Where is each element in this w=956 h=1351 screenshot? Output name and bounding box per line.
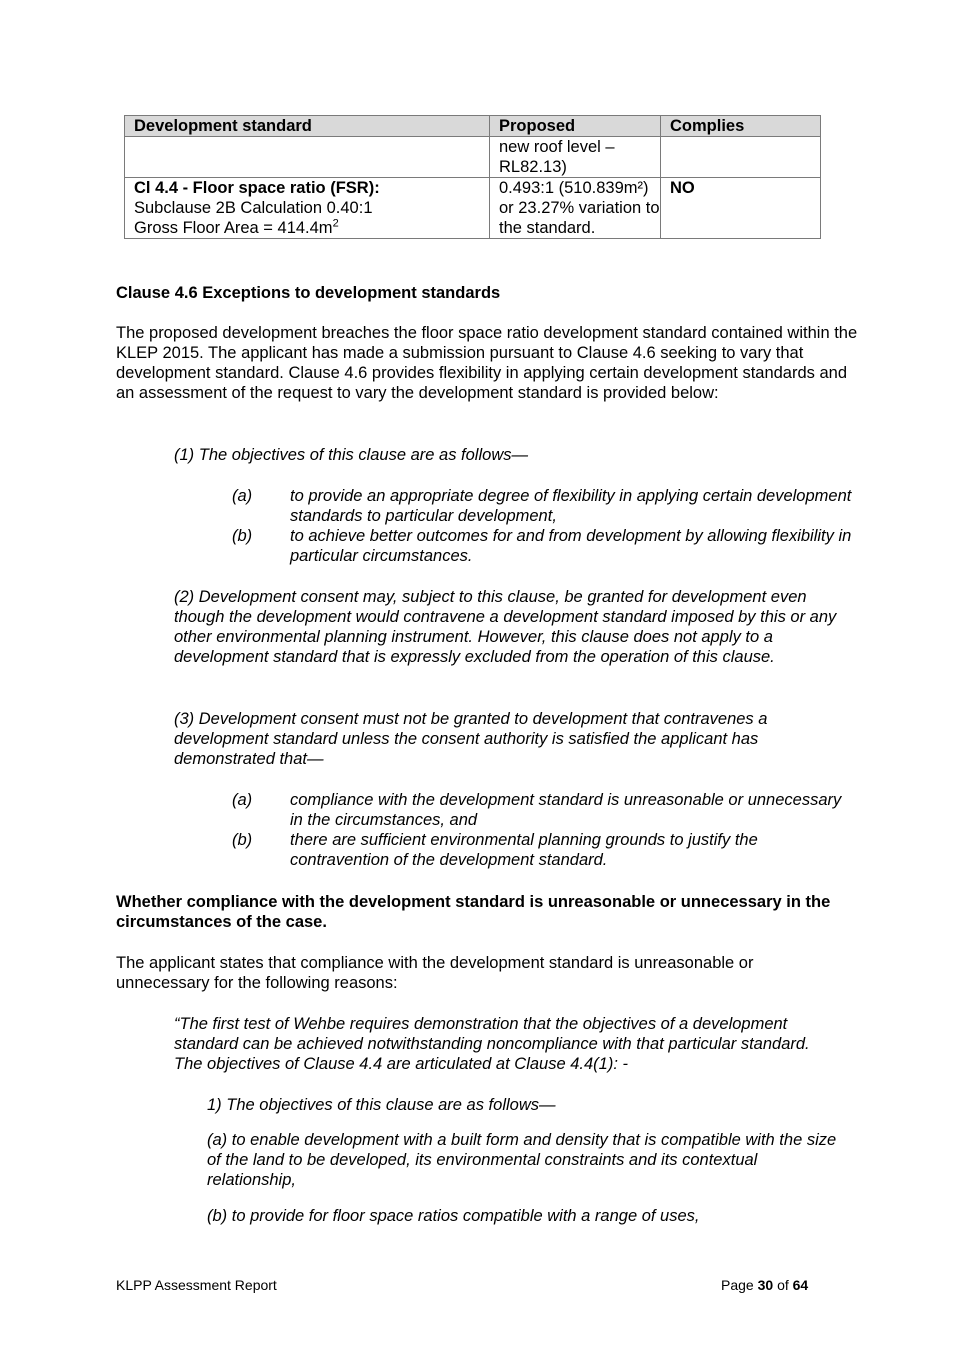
list-item-text: there are sufficient environmental planning grounds to justify the contravention of the development standard. xyxy=(290,831,758,869)
list-item xyxy=(232,790,852,830)
col-header-complies: Complies xyxy=(661,116,821,137)
page-total: 64 xyxy=(792,1277,809,1293)
table-cell: 0.493:1 (510.839m²) or 23.27% variation to the standard. xyxy=(490,178,661,239)
list-item-label: (b) xyxy=(232,831,253,849)
fsr-calculation: Subclause 2B Calculation 0.40:1 xyxy=(134,199,373,217)
clause-3-list xyxy=(232,790,852,870)
page-label: Page xyxy=(721,1277,754,1293)
clause-1-list xyxy=(232,486,852,566)
page-of-label: of xyxy=(777,1277,789,1293)
fsr-gfa-superscript: 2 xyxy=(332,217,339,230)
list-item-label: (a) xyxy=(232,791,253,809)
clause-1-heading: (1) The objectives of this clause are as follows— xyxy=(174,446,528,464)
intro-paragraph: The proposed development breaches the floor space ratio development standard contained within the KLEP 2015. The applicant has made a submission pursuant to Clause 4.6 seeking to vary that development standard. Clause 4.6 provides flexibility in applying certain development standards and an assessment of the request to vary the development standard is provided below: xyxy=(116,324,858,402)
list-item-text: to achieve better outcomes for and from development by allowing flexibility in particular circumstances. xyxy=(290,527,852,565)
table-row xyxy=(125,178,821,239)
table-cell: new roof level – RL82.13) xyxy=(490,137,661,178)
list-item-text: to provide an appropriate degree of flexibility in applying certain development standards to particular development, xyxy=(290,487,852,525)
table-row xyxy=(125,137,821,178)
table-cell xyxy=(125,137,490,178)
table-cell xyxy=(661,137,821,178)
fsr-gfa xyxy=(134,218,489,238)
applicant-paragraph: The applicant states that compliance with the development standard is unreasonable or unnecessary for the following reasons: xyxy=(116,954,754,992)
list-item xyxy=(232,486,852,526)
footer-page-number xyxy=(721,1276,808,1294)
quote-objectives-heading: 1) The objectives of this clause are as follows— xyxy=(207,1096,556,1114)
footer-report-title: KLPP Assessment Report xyxy=(116,1277,277,1293)
list-item xyxy=(232,526,852,566)
clause-2: (2) Development consent may, subject to this clause, be granted for development even though the development would contravene a development standard imposed by this or any other environmental planning instrument. However, this clause does not apply to a development standard that is expressly excluded from the operation of this clause. xyxy=(174,588,837,666)
quote-objective-a: (a) to enable development with a built form and density that is compatible with the size of the land to be developed, its environmental constraints and its contextual relationship, xyxy=(207,1131,837,1189)
page-current: 30 xyxy=(757,1277,774,1293)
heading-unreasonable-unnecessary: Whether compliance with the development standard is unreasonable or unnecessary in the circumstances of the case. xyxy=(116,893,831,931)
list-item xyxy=(232,830,852,870)
development-standard-table xyxy=(124,115,821,239)
list-item-label: (a) xyxy=(232,487,253,505)
heading-clause-4-6: Clause 4.6 Exceptions to development standards xyxy=(116,284,501,302)
clause-3: (3) Development consent must not be granted to development that contravenes a development standard unless the consent authority is satisfied the applicant has demonstrated that— xyxy=(174,710,768,768)
col-header-development-standard: Development standard xyxy=(125,116,490,137)
list-item-text: compliance with the development standard is unreasonable or unnecessary in the circumstances, and xyxy=(290,791,842,829)
col-header-proposed: Proposed xyxy=(490,116,661,137)
complies-value: NO xyxy=(661,178,821,239)
quote-objective-b: (b) to provide for floor space ratios compatible with a range of uses, xyxy=(207,1207,700,1225)
fsr-title: Cl 4.4 - Floor space ratio (FSR): xyxy=(134,179,380,197)
quote-paragraph: “The first test of Wehbe requires demonstration that the objectives of a development standard can be achieved notwithstanding noncompliance with that particular standard. The objectives of Clause 4.4 are articulated at Clause 4.4(1): - xyxy=(174,1015,810,1073)
list-item-label: (b) xyxy=(232,527,253,545)
table-cell xyxy=(125,178,490,239)
fsr-gfa-text: Gross Floor Area = 414.4m xyxy=(134,219,333,237)
